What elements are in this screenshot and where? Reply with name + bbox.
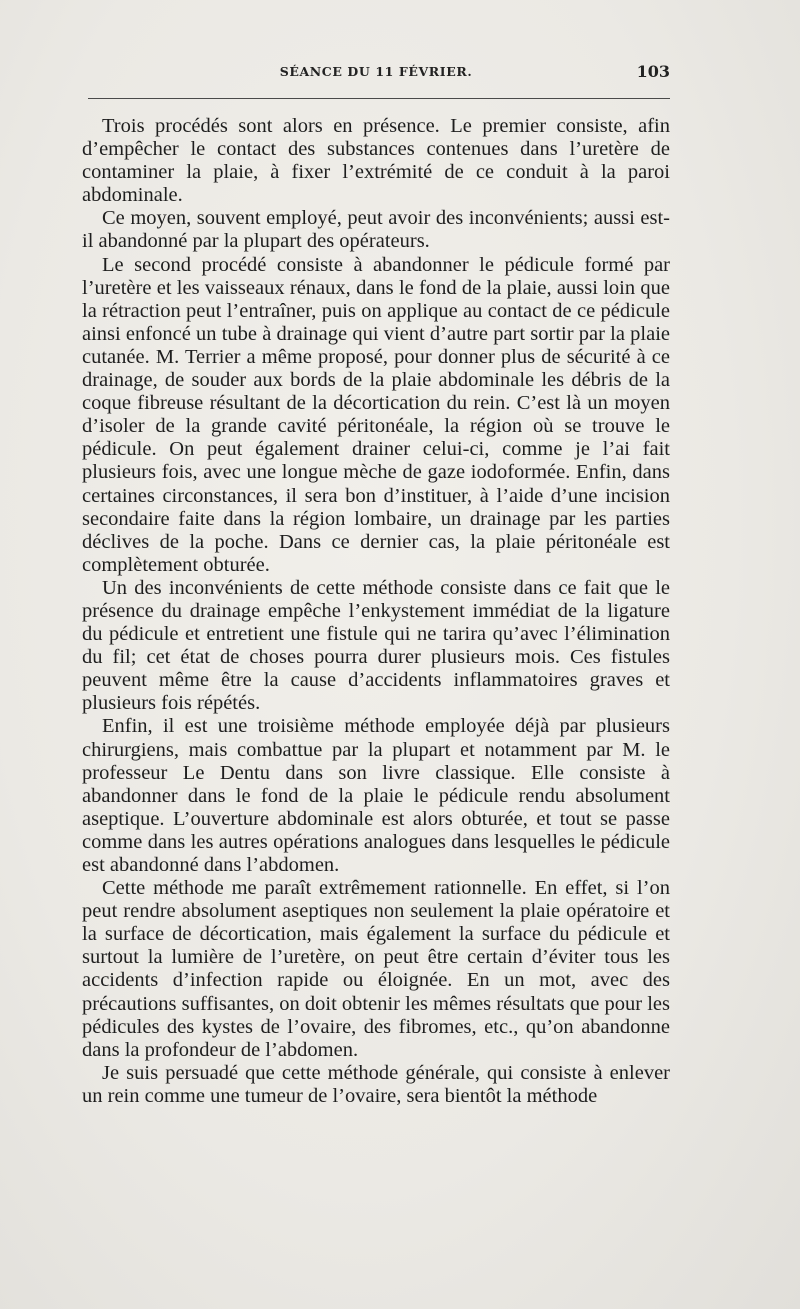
page-header <box>82 62 670 88</box>
page-number: 103 <box>636 62 670 81</box>
paragraph-2: Ce moyen, souvent employé, peut avoir des inconvénients; aussi est-il abandonné par la plupart des opérateurs. <box>82 207 670 253</box>
paragraph-1: Trois procédés sont alors en présence. Le premier consiste, afin d’empêcher le contact des substances contenues dans l’uretère de contaminer la plaie, à fixer l’extrémité de ce conduit à la paroi abdominale. <box>82 115 670 207</box>
paragraph-6: Cette méthode me paraît extrêmement rationnelle. En effet, si l’on peut rendre absolument aseptiques non seulement la plaie opératoire et la surface de décortication, mais également la surface du pédicule et surtout la lumière de l’uretère, on peut être certain d’éviter tous les accidents d’infection rapide ou éloignée. En un mot, avec des précautions suffisantes, on doit obtenir les mêmes résultats que pour les pédicules des kystes de l’ovaire, des fibromes, etc., qu’on abandonne dans la profondeur de l’abdomen. <box>82 877 670 1061</box>
paragraph-4: Un des inconvénients de cette méthode consiste dans ce fait que le présence du drainage empêche l’enkystement immédiat de la ligature du pédicule et entretient une fistule qui ne tarira qu’avec l’élimination du fil; cet état de choses pourra durer plusieurs mois. Ces fistules peuvent même être la cause d’accidents inflammatoires graves et plusieurs fois répétés. <box>82 576 670 715</box>
header-rule <box>88 98 670 99</box>
paragraph-5: Enfin, il est une troisième méthode employée déjà par plusieurs chirurgiens, mais combattue par la plupart et notamment par M. le professeur Le Dentu dans son livre classique. Elle consiste à abandonner dans le fond de la plaie le pédicule rendu absolument aseptique. L’ouverture abdominale est alors obturée, et tout se passe comme dans les autres opérations analogues dans lesquelles le pédicule est abandonné dans l’abdomen. <box>82 715 670 876</box>
body-text <box>82 115 670 1108</box>
running-title: SÉANCE DU 11 FÉVRIER. <box>279 64 473 79</box>
paragraph-7: Je suis persuadé que cette méthode générale, qui consiste à enlever un rein comme une tumeur de l’ovaire, sera bientôt la méthode <box>82 1061 670 1107</box>
paragraph-3: Le second procédé consiste à abandonner le pédicule formé par l’uretère et les vaisseaux rénaux, dans le fond de la plaie, aussi loin que la rétraction peut l’entraîner, puis on applique au contact de ce pédicule ainsi enfoncé un tube à drainage qui vient d’autre part sortir par la plaie cutanée. M. Terrier a même proposé, pour donner plus de sécurité à ce drainage, de souder aux bords de la plaie abdominale les débris de la coque fibreuse résultant de la décortication du rein. C’est là un moyen d’isoler de la grande cavité péritonéale, la région où se trouve le pédicule. On peut également drainer celui-ci, comme je l’ai fait plusieurs fois, avec une longue mèche de gaze iodoformée. Enfin, dans certaines circonstances, il sera bon d’instituer, à l’aide d’une incision secondaire faite dans la région lombaire, un drainage par les parties déclives de la poche. Dans ce dernier cas, la plaie péritonéale est complètement obturée. <box>82 253 670 576</box>
